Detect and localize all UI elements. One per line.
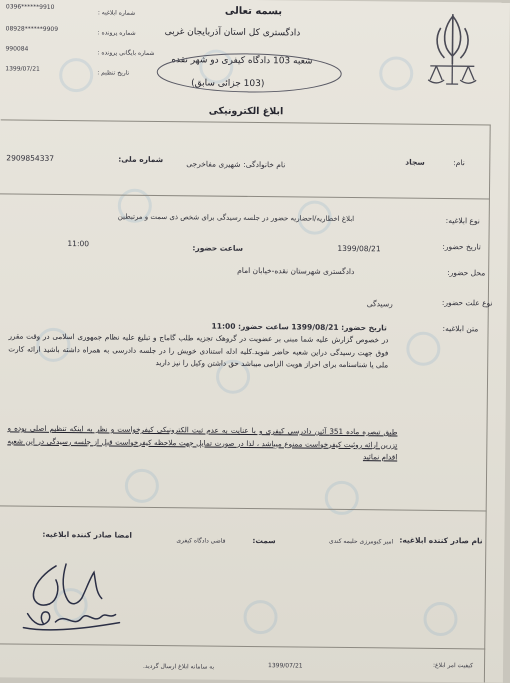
national-id-value: 2909854337: [6, 153, 54, 162]
attendance-place-label: محل حضور:: [447, 268, 485, 277]
iran-emblem-icon: [422, 8, 483, 89]
recipient-name-label: نام:: [453, 158, 465, 167]
attendance-place-value: دادگستری شهرستان نقده-خیابان امام: [237, 266, 354, 276]
bismillah-heading: بسمه تعالی: [225, 6, 282, 18]
notice-body-label: متن ابلاغیه:: [443, 324, 479, 333]
case-number-value: 9909******08928: [6, 25, 58, 33]
indictment-note: طبق تبصره ماده 351 آئین دادرسی کیفری و با عنایت به عدم ثبت الکترونیکی کیفرخواست و نظر به اینکه تنظیم اصلی بوده و تزرین ارائه روئیت کیفرخواست ممنوع میباشد ، لذا در صورت تمایل جهت ملاحظه کیفرخواست قبل از جلسه رسیدگی در این شعبه اقدام نمائید: [7, 422, 397, 464]
attendance-date-label: تاریخ حضور:: [442, 242, 481, 251]
court-name-line3: (103 جزائی سابق): [191, 78, 264, 89]
watermark-icon: [423, 602, 457, 636]
recipient-name-value: سجاد: [405, 158, 425, 167]
issue-date-value: 1399/07/21: [5, 65, 40, 72]
archive-number-value: 990084: [5, 45, 28, 52]
watermark-icon: [379, 56, 413, 90]
issuer-role-label: سمت:: [252, 536, 275, 545]
notice-number-label: شماره ابلاغیه :: [98, 9, 135, 16]
signature-label: امضا صادر کننده ابلاغیه:: [42, 530, 132, 540]
watermark-icon: [59, 58, 93, 92]
national-id-label: شماره ملی:: [118, 155, 163, 164]
issuer-label: نام صادر کننده ابلاغیه:: [399, 536, 482, 546]
notice-body-heading: تاریخ حضور: 1399/08/21 ساعت حضور: 11:00: [212, 322, 387, 333]
court-name-line1: دادگستری کل استان آذربایجان غربی: [165, 27, 301, 38]
recipient-family-label: نام خانوادگی:: [243, 160, 285, 169]
divider: [484, 124, 491, 682]
branch-oval-icon: [154, 51, 344, 95]
divider: [0, 643, 485, 649]
watermark-icon: [125, 469, 159, 503]
notice-number-value: 9910******0396: [6, 3, 55, 11]
issue-date-label: تاریخ تنظیم :: [97, 69, 129, 76]
handwritten-signature-icon: [15, 558, 136, 639]
attendance-reason-label: نوع علت حضور:: [442, 298, 493, 308]
watermark-icon: [243, 600, 277, 634]
attendance-reason-value: رسیدگی: [367, 299, 393, 308]
footer-date-value: 1399/07/21: [268, 662, 303, 669]
archive-number-label: شماره بایگانی پرونده :: [97, 49, 154, 57]
court-name-line2: شعبه 103 دادگاه کیفری دو شهر نقده: [171, 55, 312, 66]
recipient-family-value: شهیری مفاخرجی: [186, 159, 240, 169]
attendance-time-value: 11:00: [67, 239, 89, 248]
document-title: ابلاغ الکترونیکی: [209, 106, 284, 118]
notice-type-value: ابلاغ اخطاریه/احضاریه حضور در جلسه رسیدگی برای شخص ذی سمت و مرتبطین: [118, 213, 354, 223]
attendance-time-label: ساعت حضور:: [192, 243, 243, 253]
notice-type-label: نوع ابلاغیه:: [446, 216, 480, 225]
case-number-label: شماره پرونده :: [98, 29, 136, 36]
divider: [1, 119, 491, 125]
footer-sent-text: به سامانه ابلاغ ارسال گردید.: [143, 663, 214, 671]
issuer-value: امیر کیومرزی حلیمه کندی: [319, 537, 393, 547]
issuer-role-value: قاضی دادگاه کیفری: [176, 537, 225, 545]
attendance-date-value: 1399/08/21: [337, 244, 380, 253]
footer-date-label: کیفیت امر ابلاغ:: [433, 662, 473, 669]
divider: [0, 505, 487, 511]
notice-body-text: در خصوص گزارش علیه شما مبنی بر عضویت در گروهک تجزیه طلب گاماج و تبلیغ علیه نظام جمهوری اسلامی در وقت مقرر فوق جهت رسیدگی دراین شعبه حاضر شوید.کلیه ادله استنادی خویش را در جلسه دادرسی به همراه داشته باشید ارائه کارت ملی یا شناسنامه برای احراز هویت الزامی میباشد حق داشتن وکیل را نیز دارید: [8, 330, 388, 371]
divider: [0, 193, 490, 199]
watermark-icon: [406, 332, 440, 366]
